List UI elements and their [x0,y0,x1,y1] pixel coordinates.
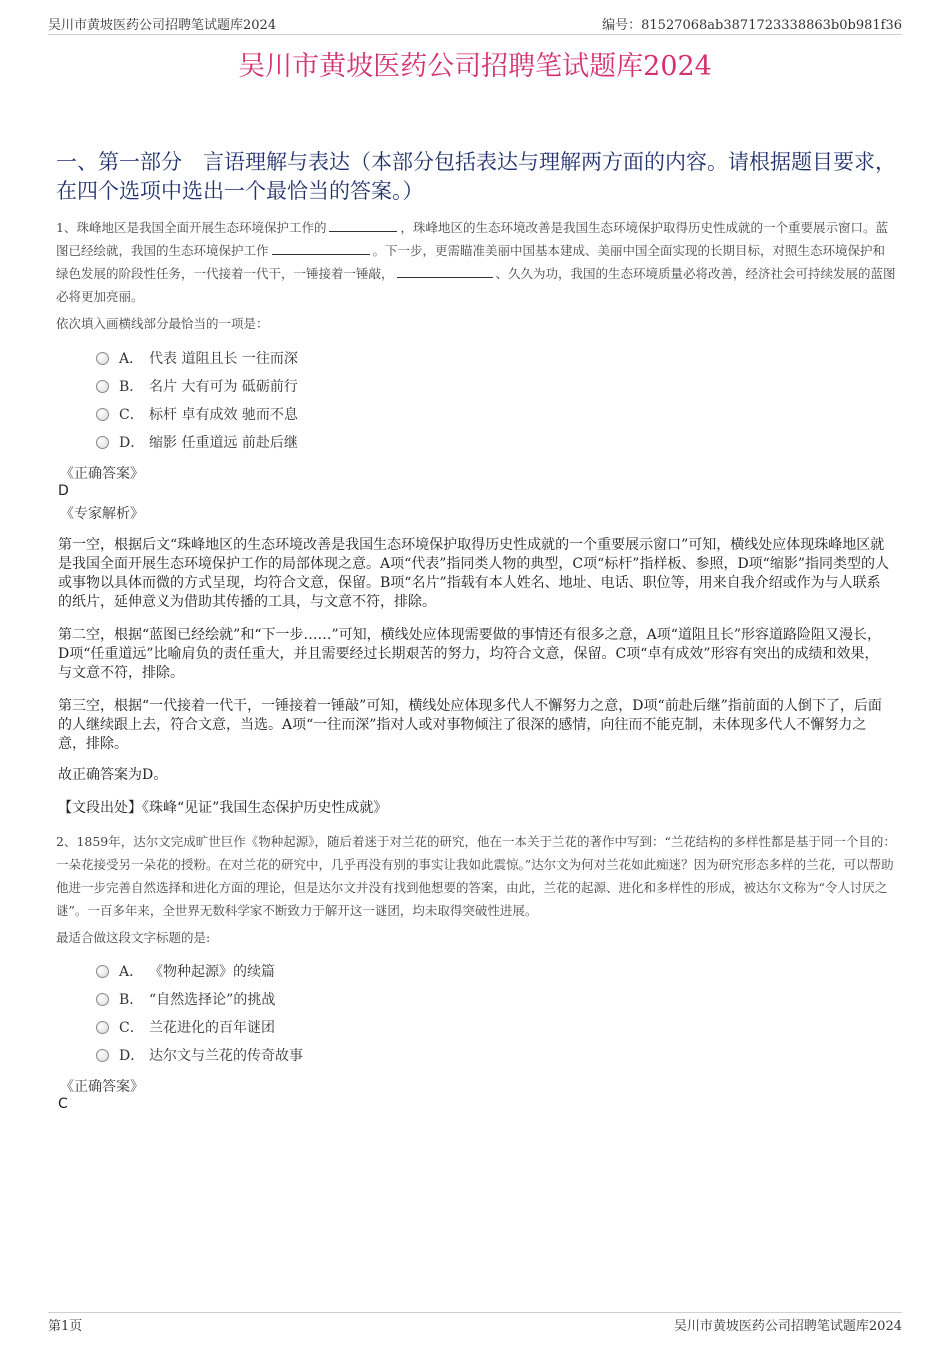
radio-icon[interactable] [96,436,109,449]
radio-icon[interactable] [96,380,109,393]
section-heading: 一、第一部分 言语理解与表达（本部分包括表达与理解两方面的内容。请根据题目要求，在四个选项中选出一个最恰当的答案。） [56,150,896,203]
q1-answer: D [58,483,69,499]
question-1-text [56,216,896,308]
header-doc-id: 编号：81527068ab3871723338863b0b981f36 [602,18,902,33]
question-1-seg2: ，珠峰地区的生态环境改善是我国生态环境保护取得历史性成就的一个重要展示窗口。蓝图已经绘就，我国的生态环境保护工作 [56,220,888,258]
q1-answer-label: 《正确答案》 [60,466,144,482]
radio-icon[interactable] [96,352,109,365]
q1-analysis-label: 《专家解析》 [60,506,144,522]
q2-option-d[interactable]: D． 达尔文与兰花的传奇故事 [96,1045,303,1067]
q2-answer-label: 《正确答案》 [60,1079,144,1095]
question-1-seg3: 。下一步，更需瞄准美丽中国基本建成、美丽中国全面实现的长期目标，对照生态环境保护和绿色发展的阶段性任务，一代接着一代干，一锤接着一锤敲， [56,243,886,281]
footer-doc-title: 吴川市黄坡医药公司招聘笔试题库2024 [673,1319,902,1334]
q1-analysis-para-3: 第三空，根据“一代接着一代干，一锤接着一锤敲”可知，横线处应体现多代人不懈努力之意，D项“前赴后继”指前面的人倒下了，后面的人继续跟上去，符合文意，当选。A项“一往而深”指对人或对事物倾注了很深的感情，向往而不能克制，未体现多代人不懈努力之意，排除。 [58,698,882,752]
question-1-prompt: 依次填入画横线部分最恰当的一项是： [56,316,269,331]
blank-3 [397,265,493,278]
q1-option-b[interactable]: B． 名片 大有可为 砥砺前行 [96,376,298,398]
radio-icon[interactable] [96,1021,109,1034]
blank-2 [272,242,370,255]
blank-1 [329,219,397,232]
radio-icon[interactable] [96,993,109,1006]
q1-analysis-para-1: 第一空，根据后文“珠峰地区的生态环境改善是我国生态环境保护取得历史性成就的一个重要展示窗口”可知，横线处应体现珠峰地区就是我国全面开展生态环境保护工作的局部体现之意。A项“代表”指同类人物的典型，C项“标杆”指样板、参照，D项“缩影”指同类型的人或事物以具体而微的方式呈现，均符合文意，保留。B项“名片”指载有本人姓名、地址、电话、职位等，用来自我介绍或作为与人联系的纸片，延伸意义为借助其传播的工具，与文意不符，排除。 [58,537,889,610]
q1-analysis-para-2: 第二空，根据“蓝图已经绘就”和“下一步……”可知，横线处应体现需要做的事情还有很多之意，A项“道阻且长”形容道路险阻又漫长，D项“任重道远”比喻肩负的责任重大，并且需要经过长期艰苦的努力，均符合文意，保留。C项“卓有成效”形容有突出的成绩和效果，与文意不符，排除。 [58,627,882,681]
page-number: 第1页 [48,1319,83,1334]
q1-analysis-conclusion: 故正确答案为D。 [58,767,168,783]
q1-option-a[interactable]: A． 代表 道阻且长 一往而深 [96,348,298,370]
q2-answer: C [58,1096,68,1112]
page-footer [48,1312,902,1337]
question-2-text: 2、1859年，达尔文完成旷世巨作《物种起源》，随后着迷于对兰花的研究，他在一本关于兰花的著作中写到：“兰花结构的多样性都是基于同一个目的：一朵花接受另一朵花的授粉。在对兰花的研究中，几乎再没有别的事实让我如此震惊。”达尔文为何对兰花如此痴迷？因为研究形态多样的兰花，可以帮助他进一步完善自然选择和进化方面的理论，但是达尔文并没有找到他想要的答案，由此，兰花的起源、进化和多样性的形成，被达尔文称为“令人讨厌之谜”。一百多年来，全世界无数科学家不断致力于解开这一谜团，均未取得突破性进展。 [56,834,896,918]
page-header [48,14,902,35]
q2-option-b[interactable]: B． “自然选择论”的挑战 [96,989,275,1011]
q2-option-c[interactable]: C． 兰花进化的百年谜团 [96,1017,275,1039]
question-1-seg1: 1、珠峰地区是我国全面开展生态环境保护工作的 [56,220,327,235]
header-doc-title: 吴川市黄坡医药公司招聘笔试题库2024 [48,18,277,33]
radio-icon[interactable] [96,1049,109,1062]
q1-option-c[interactable]: C． 标杆 卓有成效 驰而不息 [96,404,298,426]
radio-icon[interactable] [96,965,109,978]
q1-option-d[interactable]: D． 缩影 任重道远 前赴后继 [96,432,298,454]
question-1-seg4: 、久久为功，我国的生态环境质量必将改善，经济社会可持续发展的蓝图必将更加亮丽。 [56,266,896,304]
radio-icon[interactable] [96,408,109,421]
page-title: 吴川市黄坡医药公司招聘笔试题库2024 [238,51,712,82]
q1-source: 【文段出处】《珠峰“见证”我国生态保护历史性成就》 [58,800,388,816]
q2-option-a[interactable]: A． 《物种起源》的续篇 [96,961,275,983]
question-2-prompt: 最适合做这段文字标题的是: [56,930,211,945]
